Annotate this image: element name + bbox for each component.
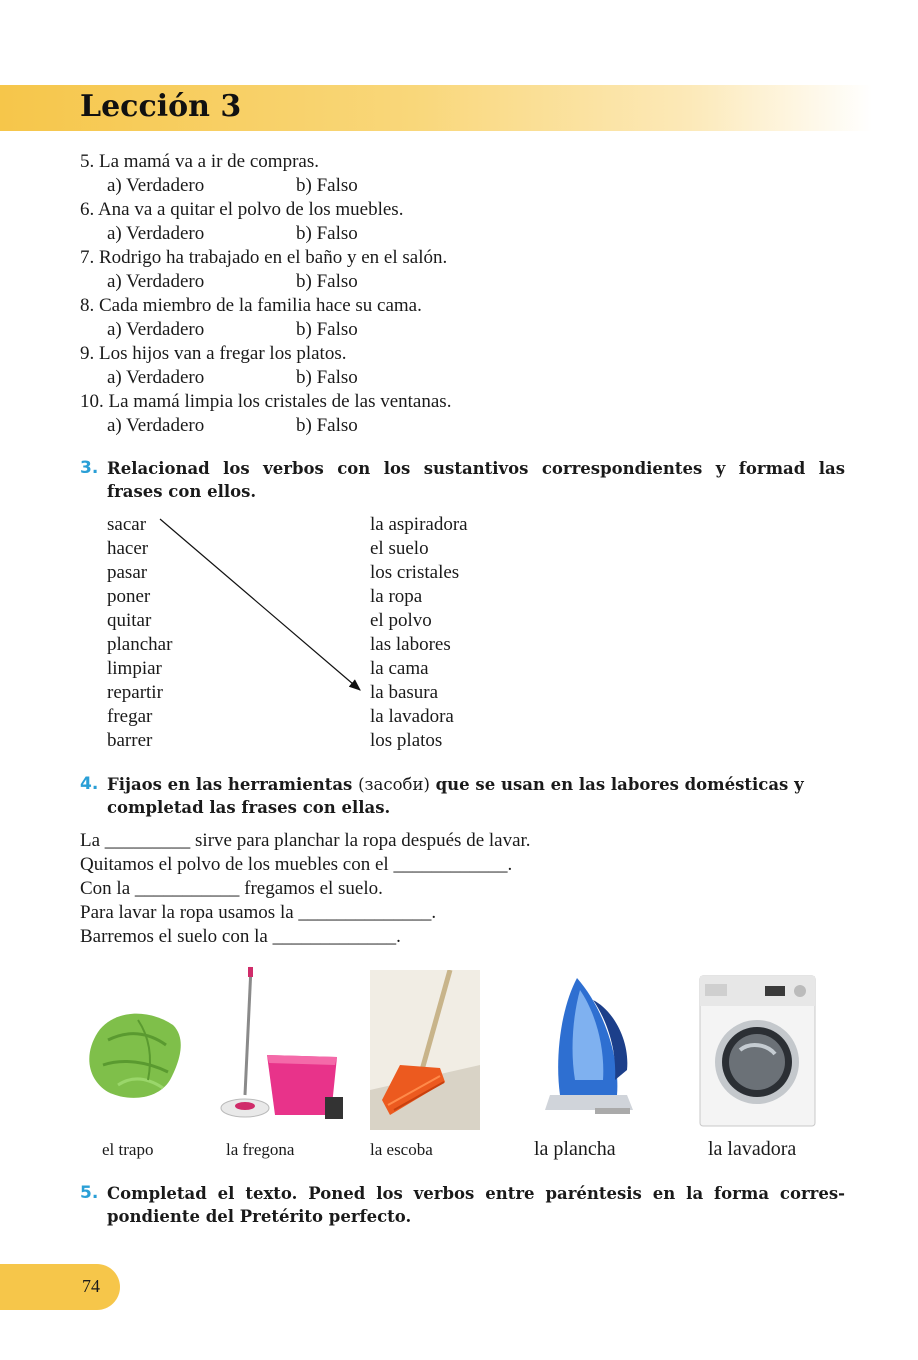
question-7-option-a[interactable]: a) Verdadero [107, 271, 205, 292]
fill-in-sentence[interactable]: La _________ sirve para planchar la ropa después de lavar. [80, 830, 531, 851]
fill-in-sentence[interactable]: Barremos el suelo con la _____________. [80, 926, 401, 947]
question-6-option-b[interactable]: b) Falso [296, 223, 358, 244]
exercise-5-instruction-line2: pondiente del Pretérito perfecto. [107, 1207, 412, 1226]
tool-label-broom: la escoba [370, 1140, 433, 1159]
noun-item[interactable]: los platos [370, 730, 443, 751]
verb-item[interactable]: fregar [107, 706, 153, 727]
tool-label-mop: la fregona [226, 1140, 295, 1159]
noun-item[interactable]: el polvo [370, 610, 432, 631]
noun-item[interactable]: las labores [370, 634, 451, 655]
fill-in-sentences [80, 829, 531, 949]
question-9-option-b[interactable]: b) Falso [296, 367, 358, 388]
exercise-3-instruction-line2: frases con ellos. [107, 482, 257, 501]
verb-item[interactable]: sacar [107, 514, 147, 535]
iron-icon [535, 970, 645, 1130]
question-9: 9. Los hijos van a fregar los platos. [80, 343, 347, 364]
verb-item[interactable]: quitar [107, 610, 152, 631]
verb-item[interactable]: limpiar [107, 658, 162, 679]
question-8-option-a[interactable]: a) Verdadero [107, 319, 205, 340]
exercise-5-instruction-line1: Completad el texto. Poned los verbos entre paréntesis en la forma corres- [107, 1184, 845, 1203]
broom-icon [370, 970, 480, 1130]
verb-item[interactable]: poner [107, 586, 151, 607]
exercise-3-instruction-line1: Relacionad los verbos con los sustantivos correspondientes y formad las [107, 459, 845, 478]
fill-in-sentence[interactable]: Para lavar la ropa usamos la ______________. [80, 902, 437, 923]
exercise-5-number: 5. [80, 1183, 99, 1203]
exercise-4-number: 4. [80, 774, 99, 794]
fill-in-sentence[interactable]: Con la ___________ fregamos el suelo. [80, 878, 383, 899]
verb-item[interactable]: planchar [107, 634, 173, 655]
tool-label-cloth: el trapo [102, 1140, 154, 1159]
verb-item[interactable]: hacer [107, 538, 149, 559]
question-8: 8. Cada miembro de la familia hace su cama. [80, 295, 422, 316]
lesson-title: Lección 3 [80, 89, 242, 124]
question-10-option-b[interactable]: b) Falso [296, 415, 358, 436]
noun-item[interactable]: los cristales [370, 562, 460, 583]
verb-item[interactable]: pasar [107, 562, 148, 583]
question-6-option-a[interactable]: a) Verdadero [107, 223, 205, 244]
question-7: 7. Rodrigo ha trabajado en el baño y en el salón. [80, 247, 448, 268]
fill-in-sentence[interactable]: Quitamos el polvo de los muebles con el ____________. [80, 854, 513, 875]
exercise-4-instruction-line2: completad las frases con ellas. [107, 798, 391, 817]
question-8-option-b[interactable]: b) Falso [296, 319, 358, 340]
noun-item[interactable]: la ropa [370, 586, 423, 607]
verb-item[interactable]: repartir [107, 682, 163, 703]
verb-item[interactable]: barrer [107, 730, 153, 751]
page-number-tab [0, 1264, 120, 1310]
tool-label-iron: la plancha [534, 1138, 616, 1160]
question-5-option-a[interactable]: a) Verdadero [107, 175, 205, 196]
question-10: 10. La mamá limpia los cristales de las ventanas. [80, 391, 452, 412]
question-5: 5. La mamá va a ir de compras. [80, 151, 319, 172]
page-number: 74 [82, 1276, 100, 1296]
noun-item[interactable]: el suelo [370, 538, 429, 559]
cloth-icon [78, 970, 188, 1130]
washing-machine-icon [695, 972, 820, 1130]
noun-item[interactable]: la basura [370, 682, 439, 703]
question-9-option-a[interactable]: a) Verdadero [107, 367, 205, 388]
exercise-4-instruction-line1: Fijaos en las herramientas (засоби) que se usan en las labores domésticas y [107, 775, 804, 794]
question-5-option-b[interactable]: b) Falso [296, 175, 358, 196]
mop-and-bucket-icon [215, 965, 350, 1130]
noun-item[interactable]: la lavadora [370, 706, 454, 727]
noun-item[interactable]: la cama [370, 658, 429, 679]
exercise-3-number: 3. [80, 458, 99, 478]
question-7-option-b[interactable]: b) Falso [296, 271, 358, 292]
noun-item[interactable]: la aspiradora [370, 514, 468, 535]
question-6: 6. Ana va a quitar el polvo de los muebles. [80, 199, 404, 220]
tool-label-washing-machine: la lavadora [708, 1138, 797, 1160]
question-10-option-a[interactable]: a) Verdadero [107, 415, 205, 436]
